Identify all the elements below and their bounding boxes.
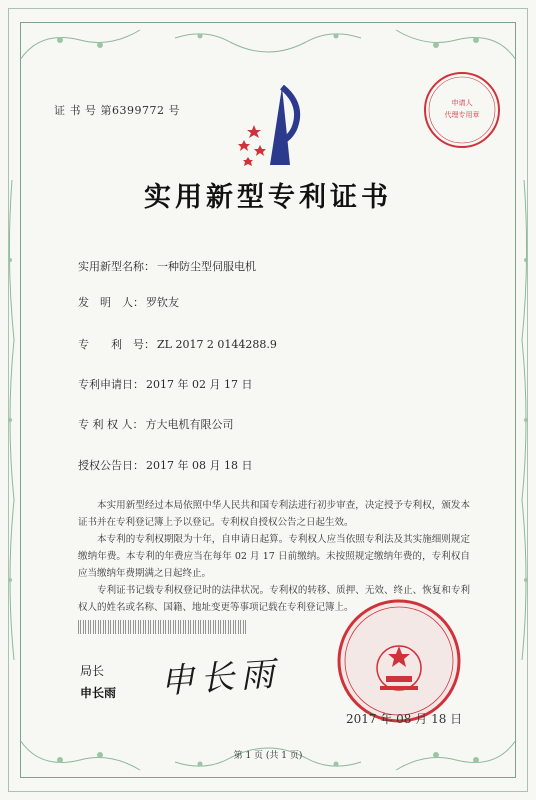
body-paragraph: 本专利的专利权期限为十年，自申请日起算。专利权人应当依照专利法及其实施细则规定缴纳年费。本专利的年费应当在每年 02 月 17 日前缴纳。未按照规定缴纳年费的，专利权自应当缴纳年费期满之日起终止。 (78, 534, 470, 579)
field-value: 2017 年 08 月 18 日 (146, 459, 253, 472)
certificate-title: 实用新型专利证书 (144, 182, 392, 213)
page-footer: 第 1 页 (共 1 页) (233, 751, 303, 761)
field-patentee (78, 416, 234, 432)
field-label: 实用新型名称： (78, 260, 155, 273)
director-title: 局长 (80, 664, 105, 678)
field-value: ZL 2017 2 0144288.9 (157, 338, 277, 351)
director-name: 申长雨 (80, 686, 117, 700)
body-paragraph: 专利证书记载专利权登记时的法律状况。专利权的转移、质押、无效、终止、恢复和专利权人的姓名或名称、国籍、地址变更等事项记载在专利登记簿上。 (78, 585, 470, 613)
agent-stamp-line2: 代理专用章 (444, 111, 480, 119)
field-application-date (78, 376, 252, 392)
field-inventor (78, 294, 179, 310)
field-label: 专 利 号： (78, 338, 155, 351)
field-patent-number (78, 336, 277, 352)
director-signature: 申长雨 (158, 653, 282, 703)
agent-stamp-line1: 申请人 (451, 99, 473, 107)
certificate-number: 证 书 号 第6399772 号 (54, 104, 180, 117)
field-value: 方大电机有限公司 (145, 418, 234, 431)
barcode (78, 620, 248, 634)
agent-stamp (422, 70, 502, 150)
official-seal (336, 598, 462, 724)
field-value: 罗钦友 (146, 296, 179, 309)
field-value: 一种防尘型伺服电机 (157, 260, 256, 273)
field-value: 2017 年 02 月 17 日 (146, 378, 253, 391)
seal-date: 2017 年 08 月 18 日 (346, 712, 463, 726)
field-grant-date (78, 457, 252, 473)
field-label: 专利申请日： (78, 378, 144, 391)
patent-office-logo (232, 85, 312, 170)
field-label: 授权公告日： (78, 459, 144, 472)
field-label: 发 明 人： (78, 296, 144, 309)
field-label: 专 利 权 人： (78, 418, 144, 431)
body-paragraph: 本实用新型经过本局依照中华人民共和国专利法进行初步审查，决定授予专利权，颁发本证书并在专利登记簿上予以登记。专利权自授权公告之日起生效。 (78, 500, 470, 528)
field-utility-model-name (78, 258, 256, 274)
